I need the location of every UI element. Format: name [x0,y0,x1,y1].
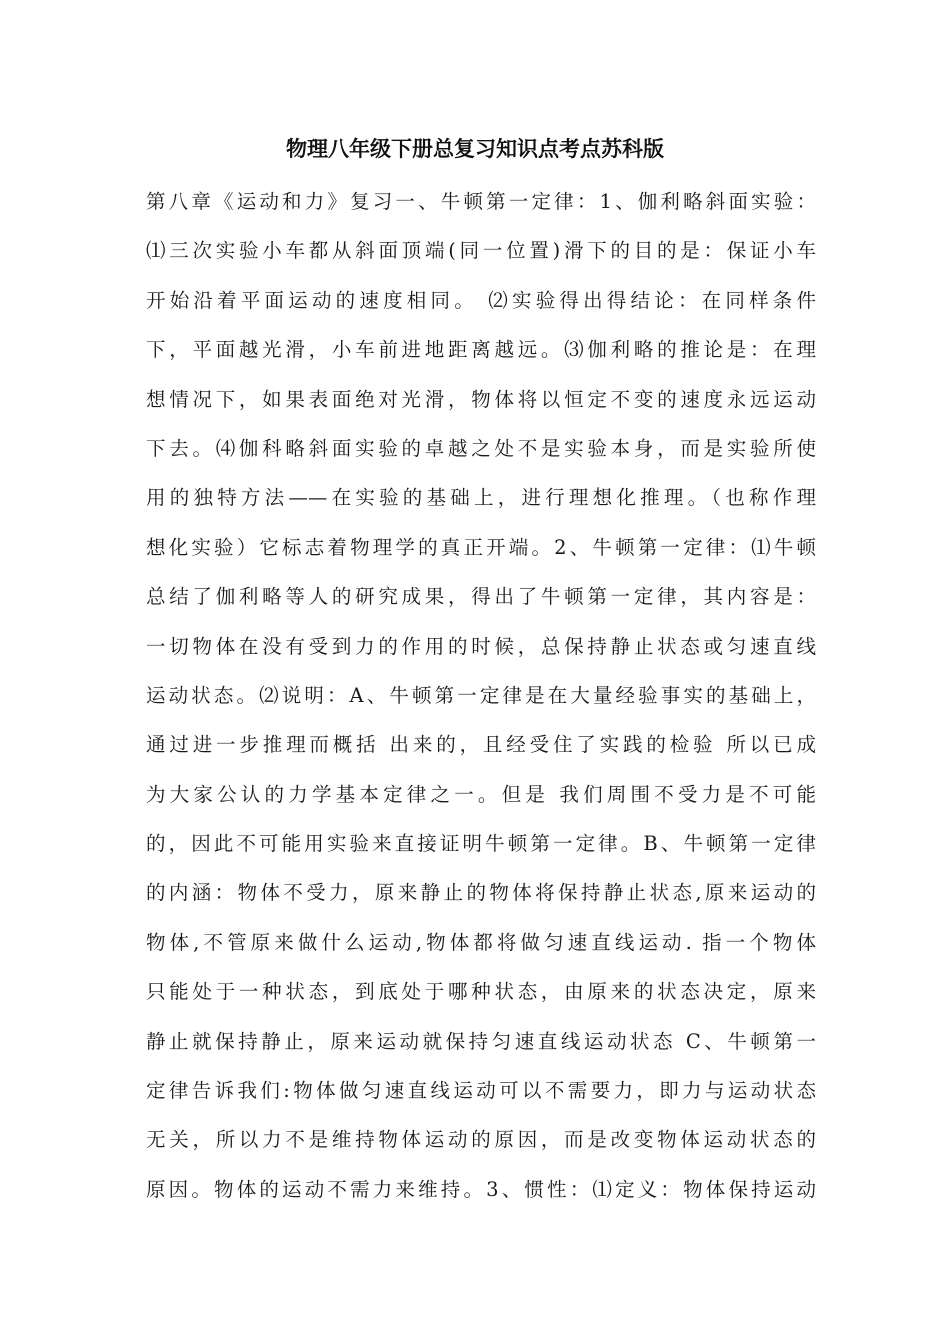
text-line: ⑴三次实验小车都从斜面顶端(同一位置)滑下的目的是：保证小车 [146,239,816,263]
text-line: 第八章《运动和力》复习一、牛顿第一定律：1、伽利略斜面实验： [146,190,816,213]
document-title: 物理八年级下册总复习知识点考点苏科版 [286,137,664,161]
text-line: 想化实验）它标志着物理学的真正开端。2、牛顿第一定律：⑴牛顿 [146,535,816,559]
text-line: 无关，所以力不是维持物体运动的原因，而是改变物体运动状态的 [146,1128,816,1152]
text-line: 静止就保持静止，原来运动就保持匀速直线运动状态 C、牛顿第一 [146,1029,816,1053]
text-line: 的，因此不可能用实验来直接证明牛顿第一定律。B、牛顿第一定律 [146,832,816,856]
text-line: 定律告诉我们:物体做匀速直线运动可以不需要力，即力与运动状态 [146,1079,816,1103]
text-line: 运动状态。⑵说明：A、牛顿第一定律是在大量经验事实的基础上， [146,683,816,707]
text-line: 一切物体在没有受到力的作用的时候，总保持静止状态或匀速直线 [146,634,816,658]
text-line: 开始沿着平面运动的速度相同。 ⑵实验得出得结论：在同样条件 [146,288,816,312]
text-line: 通过进一步推理而概括 出来的，且经受住了实践的检验 所以已成 [146,733,816,757]
text-line: 用的独特方法——在实验的基础上，进行理想化推理。（也称作理 [146,486,816,510]
text-line: 下去。⑷伽科略斜面实验的卓越之处不是实验本身，而是实验所使 [146,436,816,460]
text-line: 只能处于一种状态，到底处于哪种状态，由原来的状态决定，原来 [146,980,816,1004]
text-line: 总结了伽利略等人的研究成果，得出了牛顿第一定律，其内容是： [146,585,816,609]
text-line: 原因。物体的运动不需力来维持。3、惯性：⑴定义：物体保持运动 [146,1177,816,1201]
text-line: 的内涵：物体不受力，原来静止的物体将保持静止状态,原来运动的 [146,881,816,905]
document-body [146,184,816,1221]
text-line: 想情况下，如果表面绝对光滑，物体将以恒定不变的速度永远运动 [146,387,816,411]
text-line: 下，平面越光滑，小车前进地距离越远。⑶伽利略的推论是：在理 [146,338,816,362]
text-line: 物体,不管原来做什么运动,物体都将做匀速直线运动. 指一个物体 [146,930,816,954]
text-line: 为大家公认的力学基本定律之一。但是 我们周围不受力是不可能 [146,782,816,806]
